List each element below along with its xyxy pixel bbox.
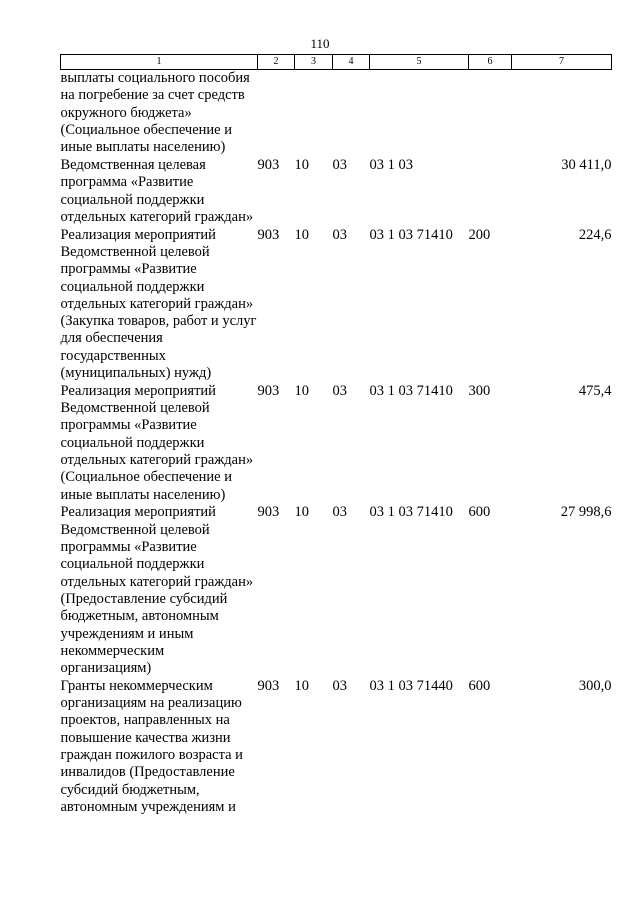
column-header-3: 3 [295,55,333,70]
row-amount: 300,0 [578,677,612,694]
row-code-section: 10 [294,156,309,173]
row-code-subsection [333,70,370,157]
row-name: выплаты социального пособия на погребение за счет средств окружного бюджета» (Социальное обеспечение и иные выплаты населению) [60,70,250,156]
row-code-subsection: 03 [332,677,347,694]
table-row [61,504,612,677]
column-header-4: 4 [333,55,370,70]
row-amount [512,70,612,157]
column-header-2: 2 [258,55,295,70]
row-code-target: 03 1 03 [369,156,413,173]
row-name: Гранты некоммерческим организациям на реализацию проектов, направленных на повышение качества жизни граждан пожилого возраста и инвалидов (Предоставление субсидий бюджетным, автономным учреждениям и [60,677,243,815]
row-code-expense-type: 300 [468,382,491,399]
row-code-ministry: 903 [257,382,280,399]
row-name: Реализация мероприятий Ведомственной целевой программы «Развитие социальной поддержки отдельных категорий граждан» (Социальное обеспечение и иные выплаты населению) [60,382,254,503]
row-name: Ведомственная целевая программа «Развитие социальной поддержки отдельных категорий граждан» [60,156,254,225]
row-code-target: 03 1 03 71440 [369,677,453,694]
budget-table [60,54,612,817]
column-header-6: 6 [469,55,512,70]
table-row [61,70,612,157]
row-code-section: 10 [294,677,309,694]
table-row [61,227,612,383]
row-code-section: 10 [294,382,309,399]
table-row [61,157,612,227]
row-amount: 475,4 [578,382,612,399]
row-code-section [295,70,333,157]
column-header-7: 7 [512,55,612,70]
column-number-header [61,55,612,70]
row-code-target: 03 1 03 71410 [369,504,453,521]
row-amount: 27 998,6 [560,504,612,521]
page-number: 110 [310,36,330,51]
row-code-section: 10 [294,226,309,243]
row-code-expense-type [469,70,512,157]
column-header-5: 5 [370,55,469,70]
row-amount: 224,6 [578,226,612,243]
row-amount: 30 411,0 [561,156,612,173]
table-row [61,678,612,817]
row-code-ministry: 903 [257,226,280,243]
row-code-subsection: 03 [332,226,347,243]
table-row [61,383,612,505]
row-code-ministry [258,70,295,157]
row-code-expense-type: 200 [468,226,491,243]
row-code-target [370,70,469,157]
column-header-1: 1 [61,55,258,70]
row-name: Реализация мероприятий Ведомственной целевой программы «Развитие социальной поддержки отдельных категорий граждан» (Предоставление субсидий бюджетным, автономным учреждениям и иным некоммерческим организациям) [60,504,254,677]
row-name: Реализация мероприятий Ведомственной целевой программы «Развитие социальной поддержки отдельных категорий граждан» (Закупка товаров, работ и услуг для обеспечения государственных (муниципальных) нужд) [60,226,257,382]
row-code-ministry: 903 [257,504,280,521]
row-code-target: 03 1 03 71410 [369,382,453,399]
row-code-subsection: 03 [332,382,347,399]
row-code-subsection: 03 [332,156,347,173]
row-code-expense-type: 600 [468,504,491,521]
row-code-expense-type: 600 [468,677,491,694]
row-code-subsection: 03 [332,504,347,521]
row-code-section: 10 [294,504,309,521]
row-code-ministry: 903 [257,677,280,694]
row-code-ministry: 903 [257,156,280,173]
row-code-target: 03 1 03 71410 [369,226,453,243]
row-code-expense-type [469,157,512,227]
